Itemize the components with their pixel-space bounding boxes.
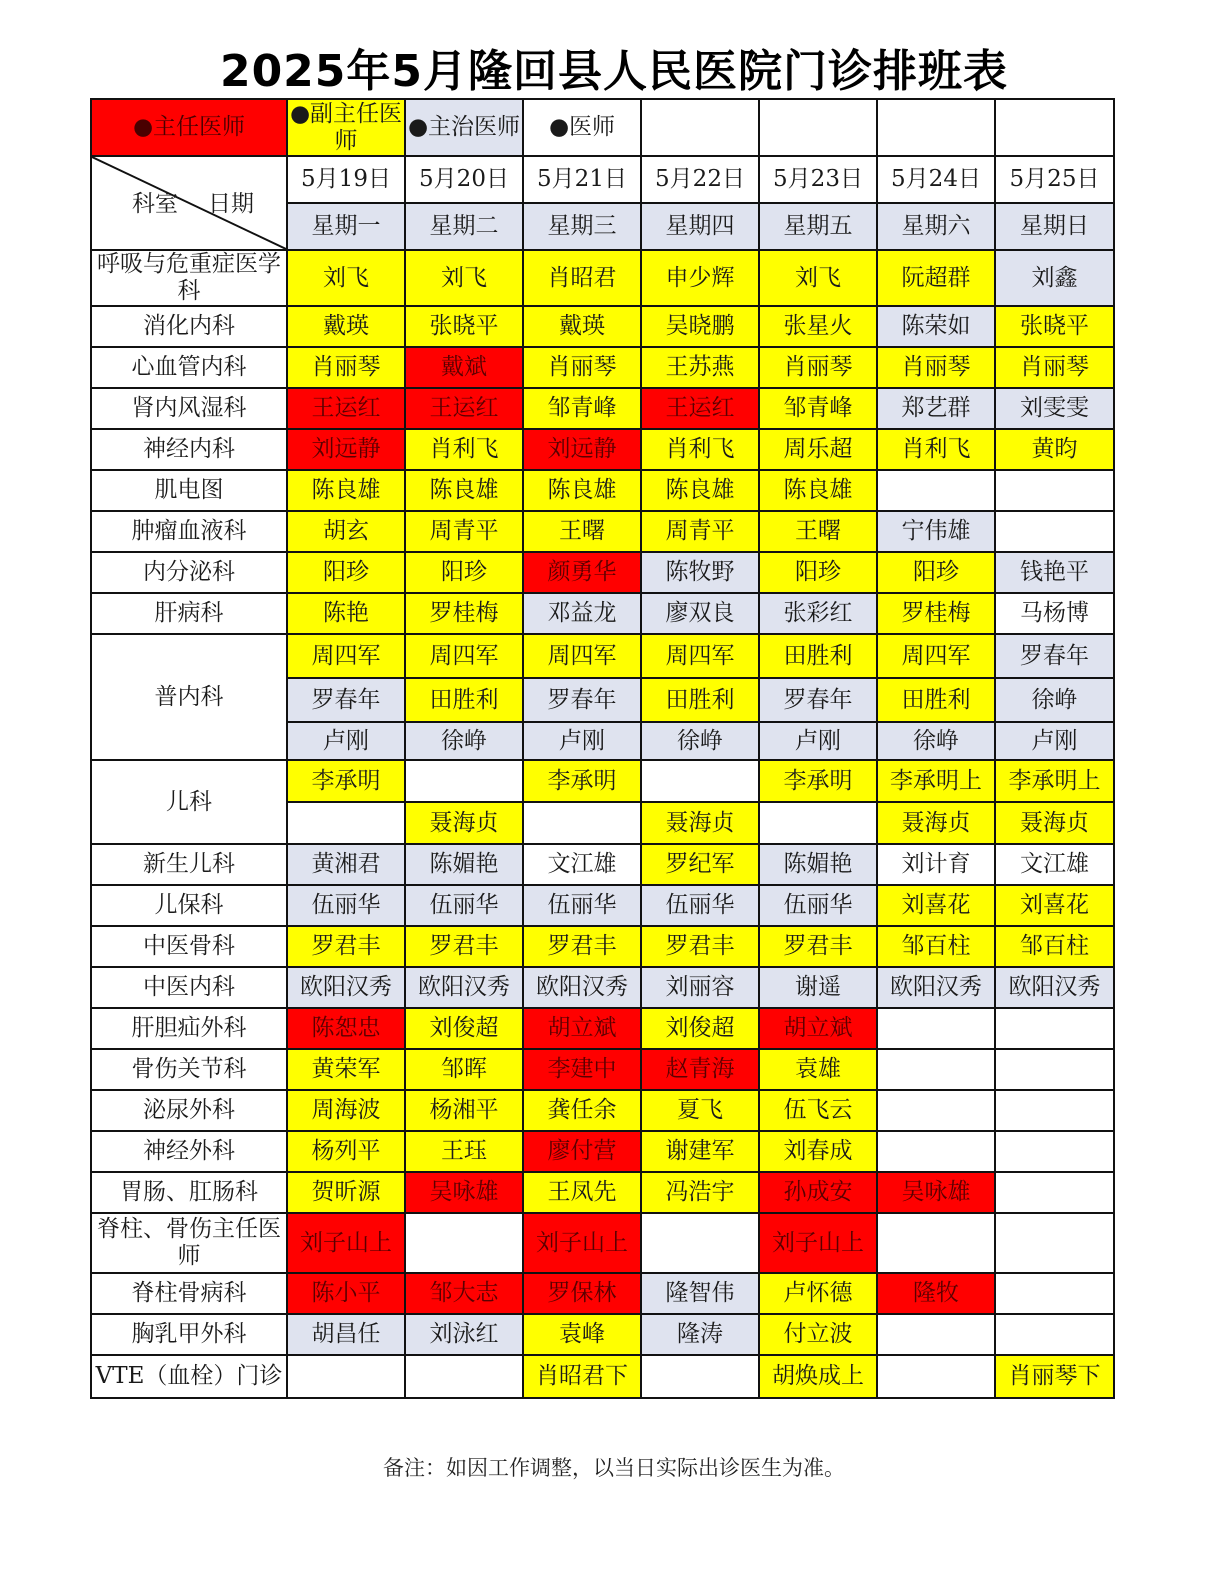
doctor-cell <box>641 760 759 802</box>
doctor-cell <box>641 1213 759 1273</box>
department-cell: 中医内科 <box>91 967 287 1008</box>
department-cell: 胃肠、肛肠科 <box>91 1172 287 1213</box>
weekday-cell: 星期六 <box>877 203 995 250</box>
date-cell: 5月21日 <box>523 156 641 203</box>
department-cell: 普内科 <box>91 634 287 760</box>
doctor-cell: 周四军 <box>877 634 995 678</box>
doctor-cell: 周四军 <box>641 634 759 678</box>
doctor-cell: 马杨博 <box>995 593 1114 634</box>
doctor-cell <box>877 1131 995 1172</box>
doctor-cell: 罗春年 <box>523 678 641 722</box>
doctor-cell: 田胜利 <box>641 678 759 722</box>
doctor-cell: 刘飞 <box>405 250 523 306</box>
doctor-cell: 阳珍 <box>759 552 877 593</box>
weekday-cell: 星期五 <box>759 203 877 250</box>
doctor-cell: 阮超群 <box>877 250 995 306</box>
doctor-cell: 卢刚 <box>287 722 405 760</box>
doctor-cell: 阳珍 <box>287 552 405 593</box>
department-cell: 泌尿外科 <box>91 1090 287 1131</box>
doctor-cell <box>995 1172 1114 1213</box>
doctor-cell: 陈恕忠 <box>287 1008 405 1049</box>
doctor-cell: 文江雄 <box>523 844 641 885</box>
doctor-cell: 陈良雄 <box>405 470 523 511</box>
doctor-cell: 李承明上 <box>877 760 995 802</box>
doctor-cell: 罗春年 <box>759 678 877 722</box>
doctor-cell: 陈良雄 <box>641 470 759 511</box>
doctor-cell: 张晓平 <box>995 306 1114 347</box>
doctor-cell: 刘远静 <box>523 429 641 470</box>
doctor-cell: 刘俊超 <box>641 1008 759 1049</box>
schedule-row <box>91 1314 1114 1355</box>
doctor-cell: 陈良雄 <box>523 470 641 511</box>
doctor-cell: 伍丽华 <box>759 885 877 926</box>
schedule-row <box>91 1008 1114 1049</box>
doctor-cell: 肖丽琴下 <box>995 1355 1114 1398</box>
doctor-cell: 谢建军 <box>641 1131 759 1172</box>
doctor-cell: 胡立斌 <box>523 1008 641 1049</box>
doctor-cell: 刘子山上 <box>759 1213 877 1273</box>
doctor-cell: 罗君丰 <box>759 926 877 967</box>
doctor-cell: 邹青峰 <box>759 388 877 429</box>
doctor-cell: 欧阳汉秀 <box>405 967 523 1008</box>
weekday-cell: 星期日 <box>995 203 1114 250</box>
doctor-cell <box>877 1090 995 1131</box>
doctor-cell <box>641 1355 759 1398</box>
doctor-cell: 李承明 <box>523 760 641 802</box>
doctor-cell: 龚任余 <box>523 1090 641 1131</box>
doctor-cell: 袁雄 <box>759 1049 877 1090</box>
doctor-cell: 隆牧 <box>877 1273 995 1314</box>
legend-chief: ●主任医师 <box>91 99 287 156</box>
doctor-cell: 卢刚 <box>523 722 641 760</box>
doctor-cell: 陈艳 <box>287 593 405 634</box>
department-cell: VTE（血栓）门诊 <box>91 1355 287 1398</box>
doctor-cell: 卢刚 <box>995 722 1114 760</box>
schedule-row <box>91 1273 1114 1314</box>
corner-label-date: 日期 <box>208 191 254 217</box>
doctor-cell: 罗君丰 <box>523 926 641 967</box>
doctor-cell: 伍丽华 <box>405 885 523 926</box>
doctor-cell: 欧阳汉秀 <box>523 967 641 1008</box>
schedule-row <box>91 1090 1114 1131</box>
weekday-cell: 星期三 <box>523 203 641 250</box>
department-cell: 脊柱、骨伤主任医师 <box>91 1213 287 1273</box>
doctor-cell: 陈良雄 <box>759 470 877 511</box>
weekday-cell: 星期一 <box>287 203 405 250</box>
doctor-cell: 廖付营 <box>523 1131 641 1172</box>
doctor-cell: 刘春成 <box>759 1131 877 1172</box>
department-cell: 中医骨科 <box>91 926 287 967</box>
doctor-cell: 张星火 <box>759 306 877 347</box>
doctor-cell: 罗纪军 <box>641 844 759 885</box>
doctor-cell: 夏飞 <box>641 1090 759 1131</box>
doctor-cell: 陈小平 <box>287 1273 405 1314</box>
doctor-cell <box>405 1213 523 1273</box>
department-cell: 消化内科 <box>91 306 287 347</box>
doctor-cell: 周青平 <box>641 511 759 552</box>
schedule-row <box>91 1355 1114 1398</box>
doctor-cell: 王曙 <box>759 511 877 552</box>
date-cell: 5月23日 <box>759 156 877 203</box>
doctor-cell: 陈牧野 <box>641 552 759 593</box>
department-cell: 新生儿科 <box>91 844 287 885</box>
doctor-cell: 罗桂梅 <box>877 593 995 634</box>
doctor-cell: 伍丽华 <box>641 885 759 926</box>
department-cell: 肿瘤血液科 <box>91 511 287 552</box>
legend-empty <box>759 99 877 156</box>
schedule-row <box>91 760 1114 802</box>
doctor-cell: 罗春年 <box>287 678 405 722</box>
department-cell: 肌电图 <box>91 470 287 511</box>
doctor-cell: 阳珍 <box>877 552 995 593</box>
doctor-cell <box>995 1273 1114 1314</box>
doctor-cell: 邹大志 <box>405 1273 523 1314</box>
doctor-cell: 肖丽琴 <box>287 347 405 388</box>
doctor-cell: 聂海贞 <box>877 802 995 844</box>
doctor-cell: 邹百柱 <box>995 926 1114 967</box>
doctor-cell: 邹青峰 <box>523 388 641 429</box>
schedule-row <box>91 634 1114 678</box>
doctor-cell: 廖双良 <box>641 593 759 634</box>
doctor-cell: 刘飞 <box>287 250 405 306</box>
doctor-cell: 戴瑛 <box>523 306 641 347</box>
doctor-cell: 肖丽琴 <box>995 347 1114 388</box>
corner-label-dept: 科室 <box>132 191 178 217</box>
doctor-cell: 黄湘君 <box>287 844 405 885</box>
department-cell: 神经外科 <box>91 1131 287 1172</box>
doctor-cell <box>405 760 523 802</box>
page-title: 2025年5月隆回县人民医院门诊排班表 <box>219 46 1009 97</box>
doctor-cell: 贺昕源 <box>287 1172 405 1213</box>
doctor-cell <box>877 1314 995 1355</box>
doctor-cell <box>995 470 1114 511</box>
weekday-cell: 星期二 <box>405 203 523 250</box>
footnote: 备注：如因工作调整，以当日实际出诊医生为准。 <box>383 1456 845 1480</box>
doctor-cell <box>877 1008 995 1049</box>
doctor-cell: 刘丽容 <box>641 967 759 1008</box>
doctor-cell <box>995 1049 1114 1090</box>
doctor-cell <box>877 1213 995 1273</box>
doctor-cell: 周四军 <box>287 634 405 678</box>
doctor-cell: 胡立斌 <box>759 1008 877 1049</box>
schedule-row <box>91 347 1114 388</box>
doctor-cell: 罗君丰 <box>405 926 523 967</box>
doctor-cell: 王凤先 <box>523 1172 641 1213</box>
doctor-cell: 肖丽琴 <box>759 347 877 388</box>
doctor-cell: 李承明上 <box>995 760 1114 802</box>
doctor-cell: 欧阳汉秀 <box>877 967 995 1008</box>
schedule-row <box>91 429 1114 470</box>
doctor-cell: 吴晓鹏 <box>641 306 759 347</box>
date-cell: 5月25日 <box>995 156 1114 203</box>
legend-empty <box>877 99 995 156</box>
doctor-cell: 伍飞云 <box>759 1090 877 1131</box>
department-cell: 神经内科 <box>91 429 287 470</box>
doctor-cell: 张晓平 <box>405 306 523 347</box>
doctor-cell: 吴咏雄 <box>877 1172 995 1213</box>
doctor-cell: 谢遥 <box>759 967 877 1008</box>
doctor-cell: 隆涛 <box>641 1314 759 1355</box>
doctor-cell: 刘子山上 <box>287 1213 405 1273</box>
doctor-cell: 聂海贞 <box>995 802 1114 844</box>
doctor-cell: 徐峥 <box>877 722 995 760</box>
doctor-cell: 李承明 <box>287 760 405 802</box>
department-cell: 儿保科 <box>91 885 287 926</box>
doctor-cell: 陈媚艳 <box>405 844 523 885</box>
doctor-cell <box>523 802 641 844</box>
doctor-cell <box>877 1049 995 1090</box>
doctor-cell: 邹晖 <box>405 1049 523 1090</box>
doctor-cell: 李建中 <box>523 1049 641 1090</box>
doctor-cell: 胡玄 <box>287 511 405 552</box>
legend-associate: ●副主任医师 <box>287 99 405 156</box>
doctor-cell: 颜勇华 <box>523 552 641 593</box>
doctor-cell <box>995 511 1114 552</box>
doctor-cell: 周乐超 <box>759 429 877 470</box>
doctor-cell: 欧阳汉秀 <box>287 967 405 1008</box>
doctor-cell: 罗君丰 <box>641 926 759 967</box>
doctor-cell <box>995 1090 1114 1131</box>
doctor-cell: 周四军 <box>523 634 641 678</box>
doctor-cell: 卢刚 <box>759 722 877 760</box>
doctor-cell: 陈荣如 <box>877 306 995 347</box>
doctor-cell: 隆智伟 <box>641 1273 759 1314</box>
corner-header <box>91 156 287 250</box>
doctor-cell: 刘飞 <box>759 250 877 306</box>
schedule-row <box>91 1213 1114 1273</box>
doctor-cell: 袁峰 <box>523 1314 641 1355</box>
doctor-cell: 肖利飞 <box>405 429 523 470</box>
doctor-cell: 周海波 <box>287 1090 405 1131</box>
date-row <box>91 156 1114 203</box>
doctor-cell <box>759 802 877 844</box>
legend-empty <box>641 99 759 156</box>
doctor-cell: 王苏燕 <box>641 347 759 388</box>
doctor-cell <box>995 1314 1114 1355</box>
doctor-cell: 徐峥 <box>995 678 1114 722</box>
doctor-cell: 欧阳汉秀 <box>995 967 1114 1008</box>
doctor-cell: 宁伟雄 <box>877 511 995 552</box>
schedule-row <box>91 511 1114 552</box>
schedule-row <box>91 552 1114 593</box>
schedule-row <box>91 250 1114 306</box>
doctor-cell: 戴瑛 <box>287 306 405 347</box>
doctor-cell: 王珏 <box>405 1131 523 1172</box>
schedule-row <box>91 306 1114 347</box>
department-cell: 脊柱骨病科 <box>91 1273 287 1314</box>
department-cell: 呼吸与危重症医学科 <box>91 250 287 306</box>
doctor-cell: 刘泳红 <box>405 1314 523 1355</box>
department-cell: 骨伤关节科 <box>91 1049 287 1090</box>
doctor-cell: 罗桂梅 <box>405 593 523 634</box>
doctor-cell: 王曙 <box>523 511 641 552</box>
doctor-cell: 田胜利 <box>877 678 995 722</box>
department-cell: 肾内风湿科 <box>91 388 287 429</box>
doctor-cell <box>877 1355 995 1398</box>
schedule-row <box>91 593 1114 634</box>
date-cell: 5月24日 <box>877 156 995 203</box>
doctor-cell: 聂海贞 <box>641 802 759 844</box>
doctor-cell: 付立波 <box>759 1314 877 1355</box>
doctor-cell: 肖丽琴 <box>877 347 995 388</box>
doctor-cell: 刘计育 <box>877 844 995 885</box>
doctor-cell: 肖昭君 <box>523 250 641 306</box>
department-cell: 心血管内科 <box>91 347 287 388</box>
date-cell: 5月20日 <box>405 156 523 203</box>
schedule-row <box>91 844 1114 885</box>
schedule-row <box>91 967 1114 1008</box>
department-cell: 内分泌科 <box>91 552 287 593</box>
doctor-cell: 周青平 <box>405 511 523 552</box>
doctor-cell: 伍丽华 <box>287 885 405 926</box>
schedule-row <box>91 470 1114 511</box>
doctor-cell <box>287 1355 405 1398</box>
doctor-cell: 刘子山上 <box>523 1213 641 1273</box>
doctor-cell <box>995 1008 1114 1049</box>
doctor-cell: 杨列平 <box>287 1131 405 1172</box>
doctor-cell: 罗君丰 <box>287 926 405 967</box>
doctor-cell: 刘喜花 <box>877 885 995 926</box>
doctor-cell: 胡焕成上 <box>759 1355 877 1398</box>
doctor-cell <box>995 1131 1114 1172</box>
doctor-cell: 聂海贞 <box>405 802 523 844</box>
doctor-cell: 王运红 <box>641 388 759 429</box>
doctor-cell: 王运红 <box>287 388 405 429</box>
doctor-cell: 肖昭君下 <box>523 1355 641 1398</box>
doctor-cell: 肖利飞 <box>877 429 995 470</box>
date-cell: 5月19日 <box>287 156 405 203</box>
doctor-cell: 刘鑫 <box>995 250 1114 306</box>
corner-diagonal <box>92 157 286 249</box>
doctor-cell: 钱艳平 <box>995 552 1114 593</box>
doctor-cell: 冯浩宇 <box>641 1172 759 1213</box>
doctor-cell: 邓益龙 <box>523 593 641 634</box>
doctor-cell: 邹百柱 <box>877 926 995 967</box>
doctor-cell: 肖丽琴 <box>523 347 641 388</box>
legend-empty <box>995 99 1114 156</box>
doctor-cell <box>405 1355 523 1398</box>
weekday-cell: 星期四 <box>641 203 759 250</box>
doctor-cell: 刘远静 <box>287 429 405 470</box>
legend-physician: ●医师 <box>523 99 641 156</box>
doctor-cell: 阳珍 <box>405 552 523 593</box>
doctor-cell: 杨湘平 <box>405 1090 523 1131</box>
doctor-cell: 张彩红 <box>759 593 877 634</box>
doctor-cell <box>287 802 405 844</box>
doctor-cell: 文江雄 <box>995 844 1114 885</box>
legend-row <box>91 99 1114 156</box>
doctor-cell: 黄昀 <box>995 429 1114 470</box>
doctor-cell: 郑艺群 <box>877 388 995 429</box>
doctor-cell: 王运红 <box>405 388 523 429</box>
doctor-cell <box>995 1213 1114 1273</box>
department-cell: 肝病科 <box>91 593 287 634</box>
schedule-row <box>91 1131 1114 1172</box>
doctor-cell: 田胜利 <box>405 678 523 722</box>
doctor-cell: 陈良雄 <box>287 470 405 511</box>
doctor-cell: 田胜利 <box>759 634 877 678</box>
legend-attending: ●主治医师 <box>405 99 523 156</box>
doctor-cell: 罗保林 <box>523 1273 641 1314</box>
schedule-row <box>91 388 1114 429</box>
doctor-cell: 孙成安 <box>759 1172 877 1213</box>
doctor-cell: 罗春年 <box>995 634 1114 678</box>
doctor-cell: 伍丽华 <box>523 885 641 926</box>
doctor-cell: 周四军 <box>405 634 523 678</box>
doctor-cell: 李承明 <box>759 760 877 802</box>
doctor-cell: 刘雯雯 <box>995 388 1114 429</box>
doctor-cell: 赵青海 <box>641 1049 759 1090</box>
doctor-cell: 黄荣军 <box>287 1049 405 1090</box>
schedule-row <box>91 1172 1114 1213</box>
schedule-row <box>91 1049 1114 1090</box>
department-cell: 肝胆疝外科 <box>91 1008 287 1049</box>
doctor-cell: 吴咏雄 <box>405 1172 523 1213</box>
schedule-table <box>90 98 1115 1399</box>
doctor-cell: 卢怀德 <box>759 1273 877 1314</box>
doctor-cell: 戴斌 <box>405 347 523 388</box>
doctor-cell: 胡昌任 <box>287 1314 405 1355</box>
schedule-row <box>91 926 1114 967</box>
doctor-cell: 徐峥 <box>641 722 759 760</box>
doctor-cell <box>877 470 995 511</box>
date-cell: 5月22日 <box>641 156 759 203</box>
doctor-cell: 肖利飞 <box>641 429 759 470</box>
department-cell: 胸乳甲外科 <box>91 1314 287 1355</box>
doctor-cell: 刘俊超 <box>405 1008 523 1049</box>
schedule-row <box>91 885 1114 926</box>
department-cell: 儿科 <box>91 760 287 844</box>
doctor-cell: 申少辉 <box>641 250 759 306</box>
doctor-cell: 陈媚艳 <box>759 844 877 885</box>
doctor-cell: 徐峥 <box>405 722 523 760</box>
doctor-cell: 刘喜花 <box>995 885 1114 926</box>
